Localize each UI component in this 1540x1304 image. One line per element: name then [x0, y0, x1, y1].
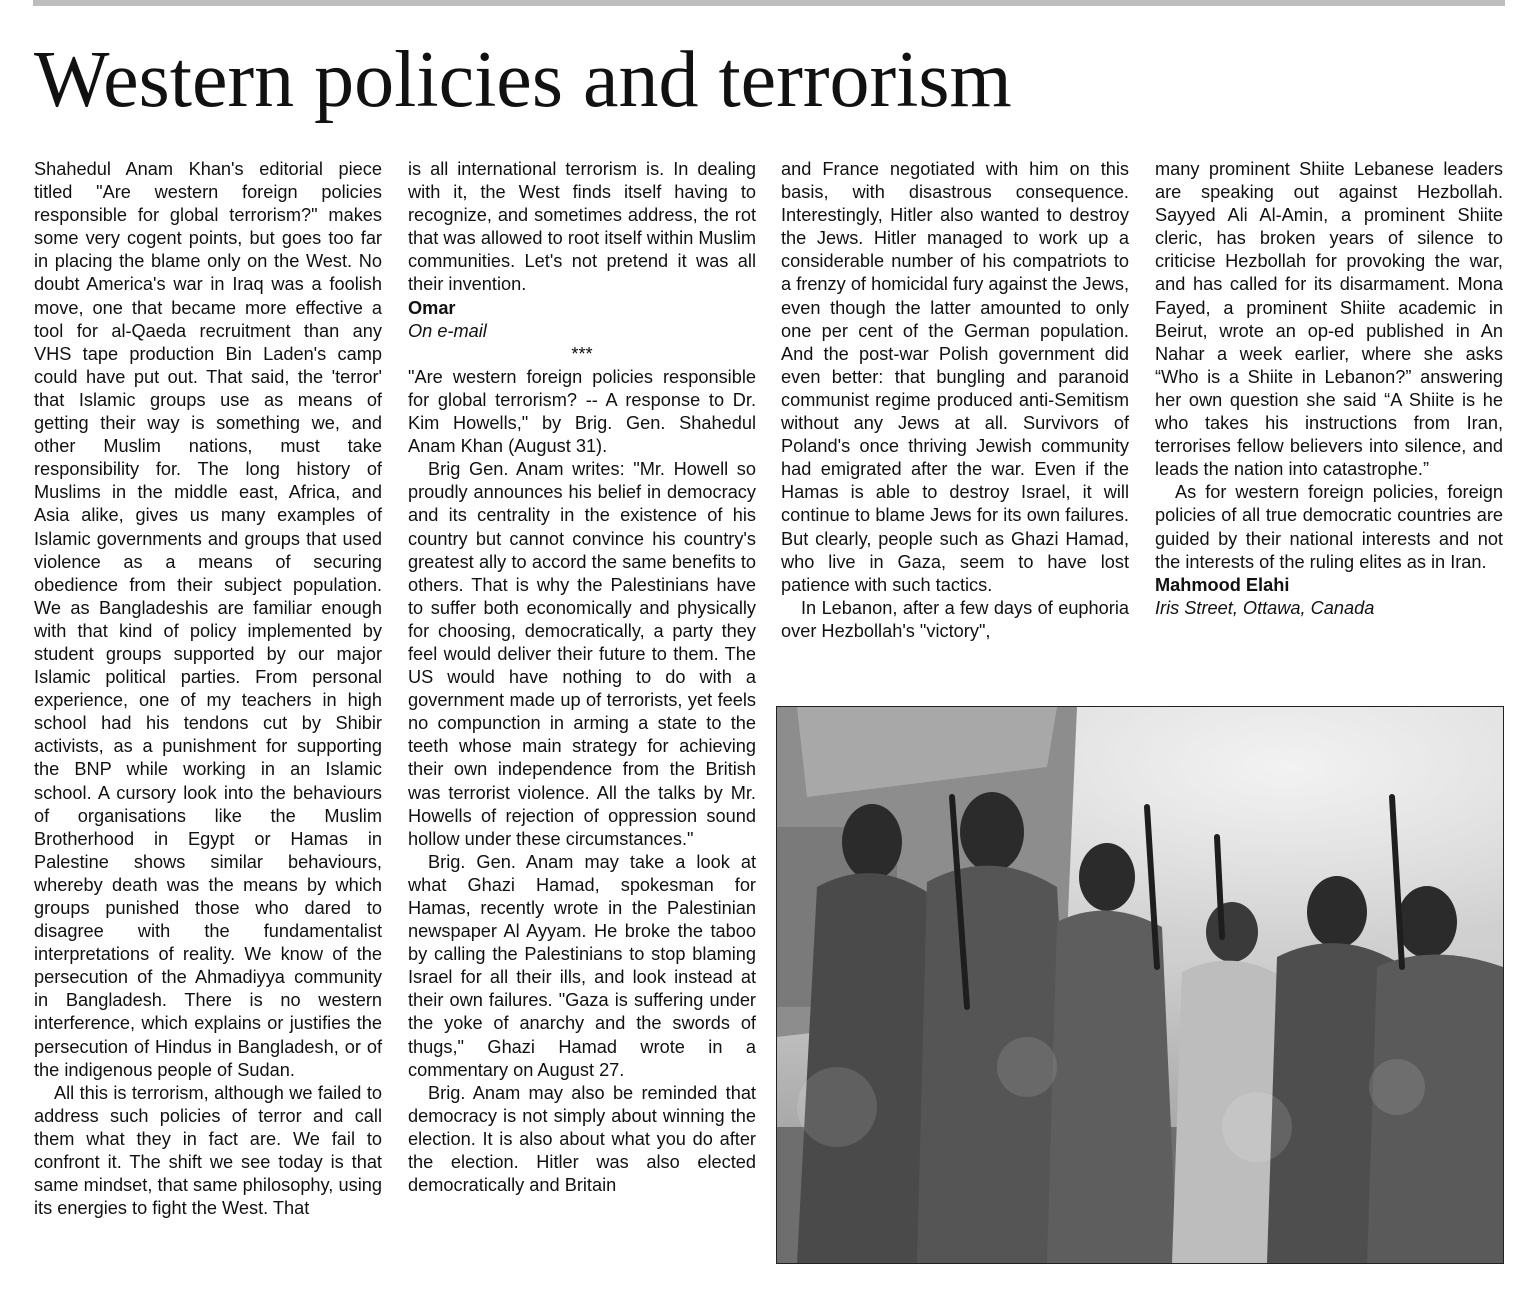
letter2-paragraph-7: many prominent Shiite Lebanese leaders are speaking out against Hezbollah. Sayyed Ali Al-Amin, a prominent Shiite cleric, has broken years of silence to criticise Hezbollah for provoking the war, and has called for its disarmament. Mona Fayed, a prominent Shiite academic in Beirut, wrote an op-ed published in An Nahar a week earlier, where she asks “Who is a Shiite in Lebanon?” answering her own question she said “A Shiite is he who takes his instructions from Iran, terrorises fellow believers into silence, and leads the nation into catastrophe.”: [1155, 159, 1503, 480]
letter1-paragraph-3: is all international terrorism is. In dealing with it, the West finds itself having to recognize, and sometimes address, the rot that was allowed to root itself within Muslim communities. Let's not pretend it was all their invention.: [408, 159, 756, 295]
letter-separator: ***: [571, 343, 593, 364]
column-1: [34, 158, 382, 1220]
letter2-signature: Mahmood Elahi: [1155, 574, 1290, 595]
top-rule: [33, 0, 1505, 6]
column-2: [408, 158, 756, 1197]
letter2-paragraph-8: As for western foreign policies, foreign policies of all true democratic countries are guided by their national interests and not the interests of the ruling elites as in Iran.: [1155, 482, 1503, 572]
letter1-paragraph-2: All this is terrorism, although we failed to address such policies of terror and call them what they in fact are. We fail to confront it. The shift we see today is that same mindset, that same philosophy, using its energies to fight the West. That: [34, 1082, 382, 1219]
letter1-signature: Omar: [408, 297, 456, 318]
news-photo: [776, 706, 1504, 1264]
letter1-location: On e-mail: [408, 320, 487, 341]
letter2-paragraph-1: "Are western foreign policies responsible for global terrorism? -- A response to Dr. Kim Howells," by Brig. Gen. Shahedul Anam Khan (August 31).: [408, 366, 756, 457]
headline: Western policies and terrorism: [34, 36, 1012, 124]
letter2-paragraph-3: Brig. Gen. Anam may take a look at what Ghazi Hamad, spokesman for Hamas, recently wrote in the Palestinian newspaper Al Ayyam. He broke the taboo by calling the Palestinians to stop blaming Israel for all their ills, and look instead at their own failures. "Gaza is suffering under the yoke of anarchy and the swords of thugs," Ghazi Hamad wrote in a commentary on August 27.: [408, 851, 756, 1080]
letter2-paragraph-6: In Lebanon, after a few days of euphoria over Hezbollah's "victory",: [781, 597, 1129, 641]
column-4: [1155, 158, 1503, 620]
photo-illustration: [777, 707, 1503, 1263]
column-3: [781, 158, 1129, 643]
letter1-paragraph-1: Shahedul Anam Khan's editorial piece titled "Are western foreign policies responsible for global terrorism?" makes some very cogent points, but goes too far in placing the blame only on the West. No doubt America's war in Iraq was a foolish move, one that became more effective a tool for al-Qaeda recruitment than any VHS tape production Bin Laden's camp could have put out. That said, the 'terror' that Islamic groups use as means of getting their way is something we, and other Muslim nations, must take responsibility for. The long history of Muslims in the middle east, Africa, and Asia alike, gives us many examples of Islamic governments and groups that used violence as a means of securing obedience from their subject population. We as Bangladeshis are familiar enough with that kind of policy implemented by student groups supported by our major Islamic political parties. From personal experience, one of my teachers in high school had his tendons cut by Shibir activists, as a punishment for supporting the BNP while working in an Islamic school. A cursory look into the behaviours of organisations like the Muslim Brotherhood in Egypt or Hamas in Palestine shows similar behaviours, whereby death was the means by which groups punished those who dared to disagree with the fundamentalist interpretations of reality. We know of the persecution of the Ahmadiyya community in Bangladesh. There is no western interference, which explains or justifies the persecution of Hindus in Bangladesh, or of the indigenous people of Sudan.: [34, 159, 382, 1080]
letter2-location: Iris Street, Ottawa, Canada: [1155, 597, 1375, 618]
letter2-paragraph-4: Brig. Anam may also be reminded that democracy is not simply about winning the election. It is also about what you do after the election. Hitler was also elected democratically and Britain: [408, 1082, 756, 1196]
letter2-paragraph-2: Brig Gen. Anam writes: "Mr. Howell so proudly announces his belief in democracy and its centrality in the existence of his country but cannot convince his country's greatest ally to accord the same benefits to others. That is why the Palestinians have to suffer both economically and physically for choosing, democratically, a party they feel would deliver their future to them. The US would have nothing to do with a government made up of terrorists, yet feels no compunction in arming a state to the teeth whose main strategy for achieving their own independence from the British was terrorist violence. All the talks by Mr. Howells of rejection of oppression sound hollow under these circumstances.": [408, 459, 756, 849]
letter2-paragraph-5: and France negotiated with him on this basis, with disastrous consequence. Interestingly, Hitler also wanted to destroy the Jews. Hitler managed to work up a considerable number of his compatriots to a frenzy of homicidal fury against the Jews, even though the latter amounted to only one per cent of the German population. And the post-war Polish government did even better: that bungling and paranoid communist regime produced anti-Semitism without any Jews at all. Survivors of Poland's once thriving Jewish community had emigrated after the war. Even if the Hamas is able to destroy Israel, it will continue to blame Jews for its own failures. But clearly, people such as Ghazi Hamad, who live in Gaza, seem to have lost patience with such tactics.: [781, 159, 1129, 595]
